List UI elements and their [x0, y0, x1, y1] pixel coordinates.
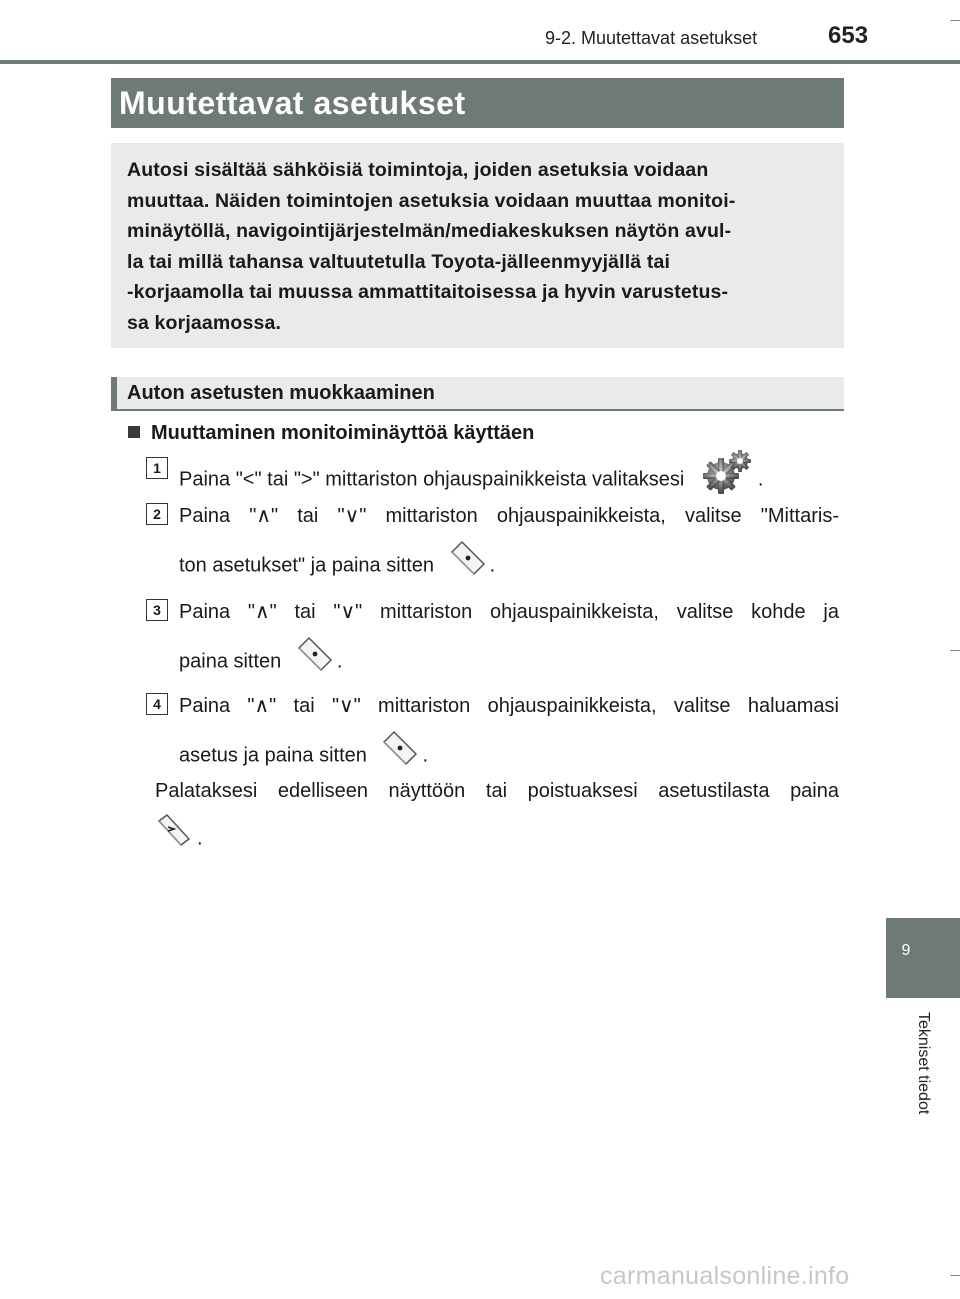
step-number-2: 2 [146, 503, 168, 525]
intro-line: Autosi sisältää sähköisiä toimintoja, joiden asetuksia voidaan [127, 159, 709, 181]
step-line: asetus ja paina sitten [179, 744, 367, 767]
intro-line: muuttaa. Näiden toimintojen asetuksia voidaan muuttaa monitoi- [127, 189, 736, 212]
intro-line: la tai millä tahansa valtuutetulla Toyota-jälleenmyyjällä tai [127, 250, 671, 273]
crop-mark [950, 1275, 960, 1276]
step-line: . [489, 554, 496, 577]
page-title: Muutettavat asetukset [119, 84, 466, 121]
title-bar [111, 78, 844, 128]
step-line: . [757, 468, 764, 491]
note-text [155, 769, 839, 865]
ok-button-icon [295, 634, 335, 690]
intro-line: sa korjaamossa. [127, 311, 282, 334]
step-line: Paina "<" tai ">" mittariston ohjauspainikkeista valitaksesi [179, 468, 685, 491]
square-bullet-icon [128, 426, 140, 438]
intro-line: minäytöllä, navigointijärjestelmän/mediakeskuksen näytön avul- [127, 220, 732, 242]
intro-line: -korjaamolla tai muussa ammattitaitoisessa ja hyvin varustetus- [127, 281, 729, 303]
note-line: Palataksesi edelliseen näyttöön tai poistuaksesi asetustilasta paina [155, 780, 839, 802]
back-button-icon [155, 813, 195, 865]
step-line: . [336, 650, 343, 673]
subheading: Auton asetusten muokkaaminen [127, 381, 435, 404]
section-heading-text: Muuttaminen monitoiminäyttöä käyttäen [151, 422, 535, 444]
chapter-number: 9 [901, 942, 911, 959]
step-line: Paina "∧" tai "∨" mittariston ohjauspainikkeista, valitse kohde ja [179, 601, 839, 623]
step-line: Paina "∧" tai "∨" mittariston ohjauspainikkeista, valitse haluamasi [179, 695, 839, 717]
header-rule [0, 60, 960, 64]
intro-box [111, 143, 844, 348]
step-line: . [422, 744, 429, 767]
ok-button-icon [448, 538, 488, 594]
step-3-text [179, 590, 839, 690]
crop-mark [950, 650, 960, 651]
intro-paragraph [127, 155, 828, 338]
crop-mark [950, 20, 960, 21]
subheading-bar [111, 377, 844, 411]
page-number: 653 [828, 22, 869, 49]
step-line: Paina "∧" tai "∨" mittariston ohjauspainikkeista, valitse "Mittaris- [179, 505, 839, 527]
step-2-text [179, 494, 839, 594]
section-heading [128, 422, 534, 445]
step-number-1: 1 [146, 457, 168, 479]
note-line: . [197, 827, 203, 850]
step-line: paina sitten [179, 650, 282, 673]
step-line: ton asetukset" ja paina sitten [179, 554, 435, 577]
running-header-section: 9-2. Muutettavat asetukset [545, 28, 758, 48]
watermark: carmanualsonline.info [600, 1262, 850, 1290]
step-number-4: 4 [146, 693, 168, 715]
chapter-label: Tekniset tiedot [915, 1012, 932, 1115]
step-number-3: 3 [146, 599, 168, 621]
